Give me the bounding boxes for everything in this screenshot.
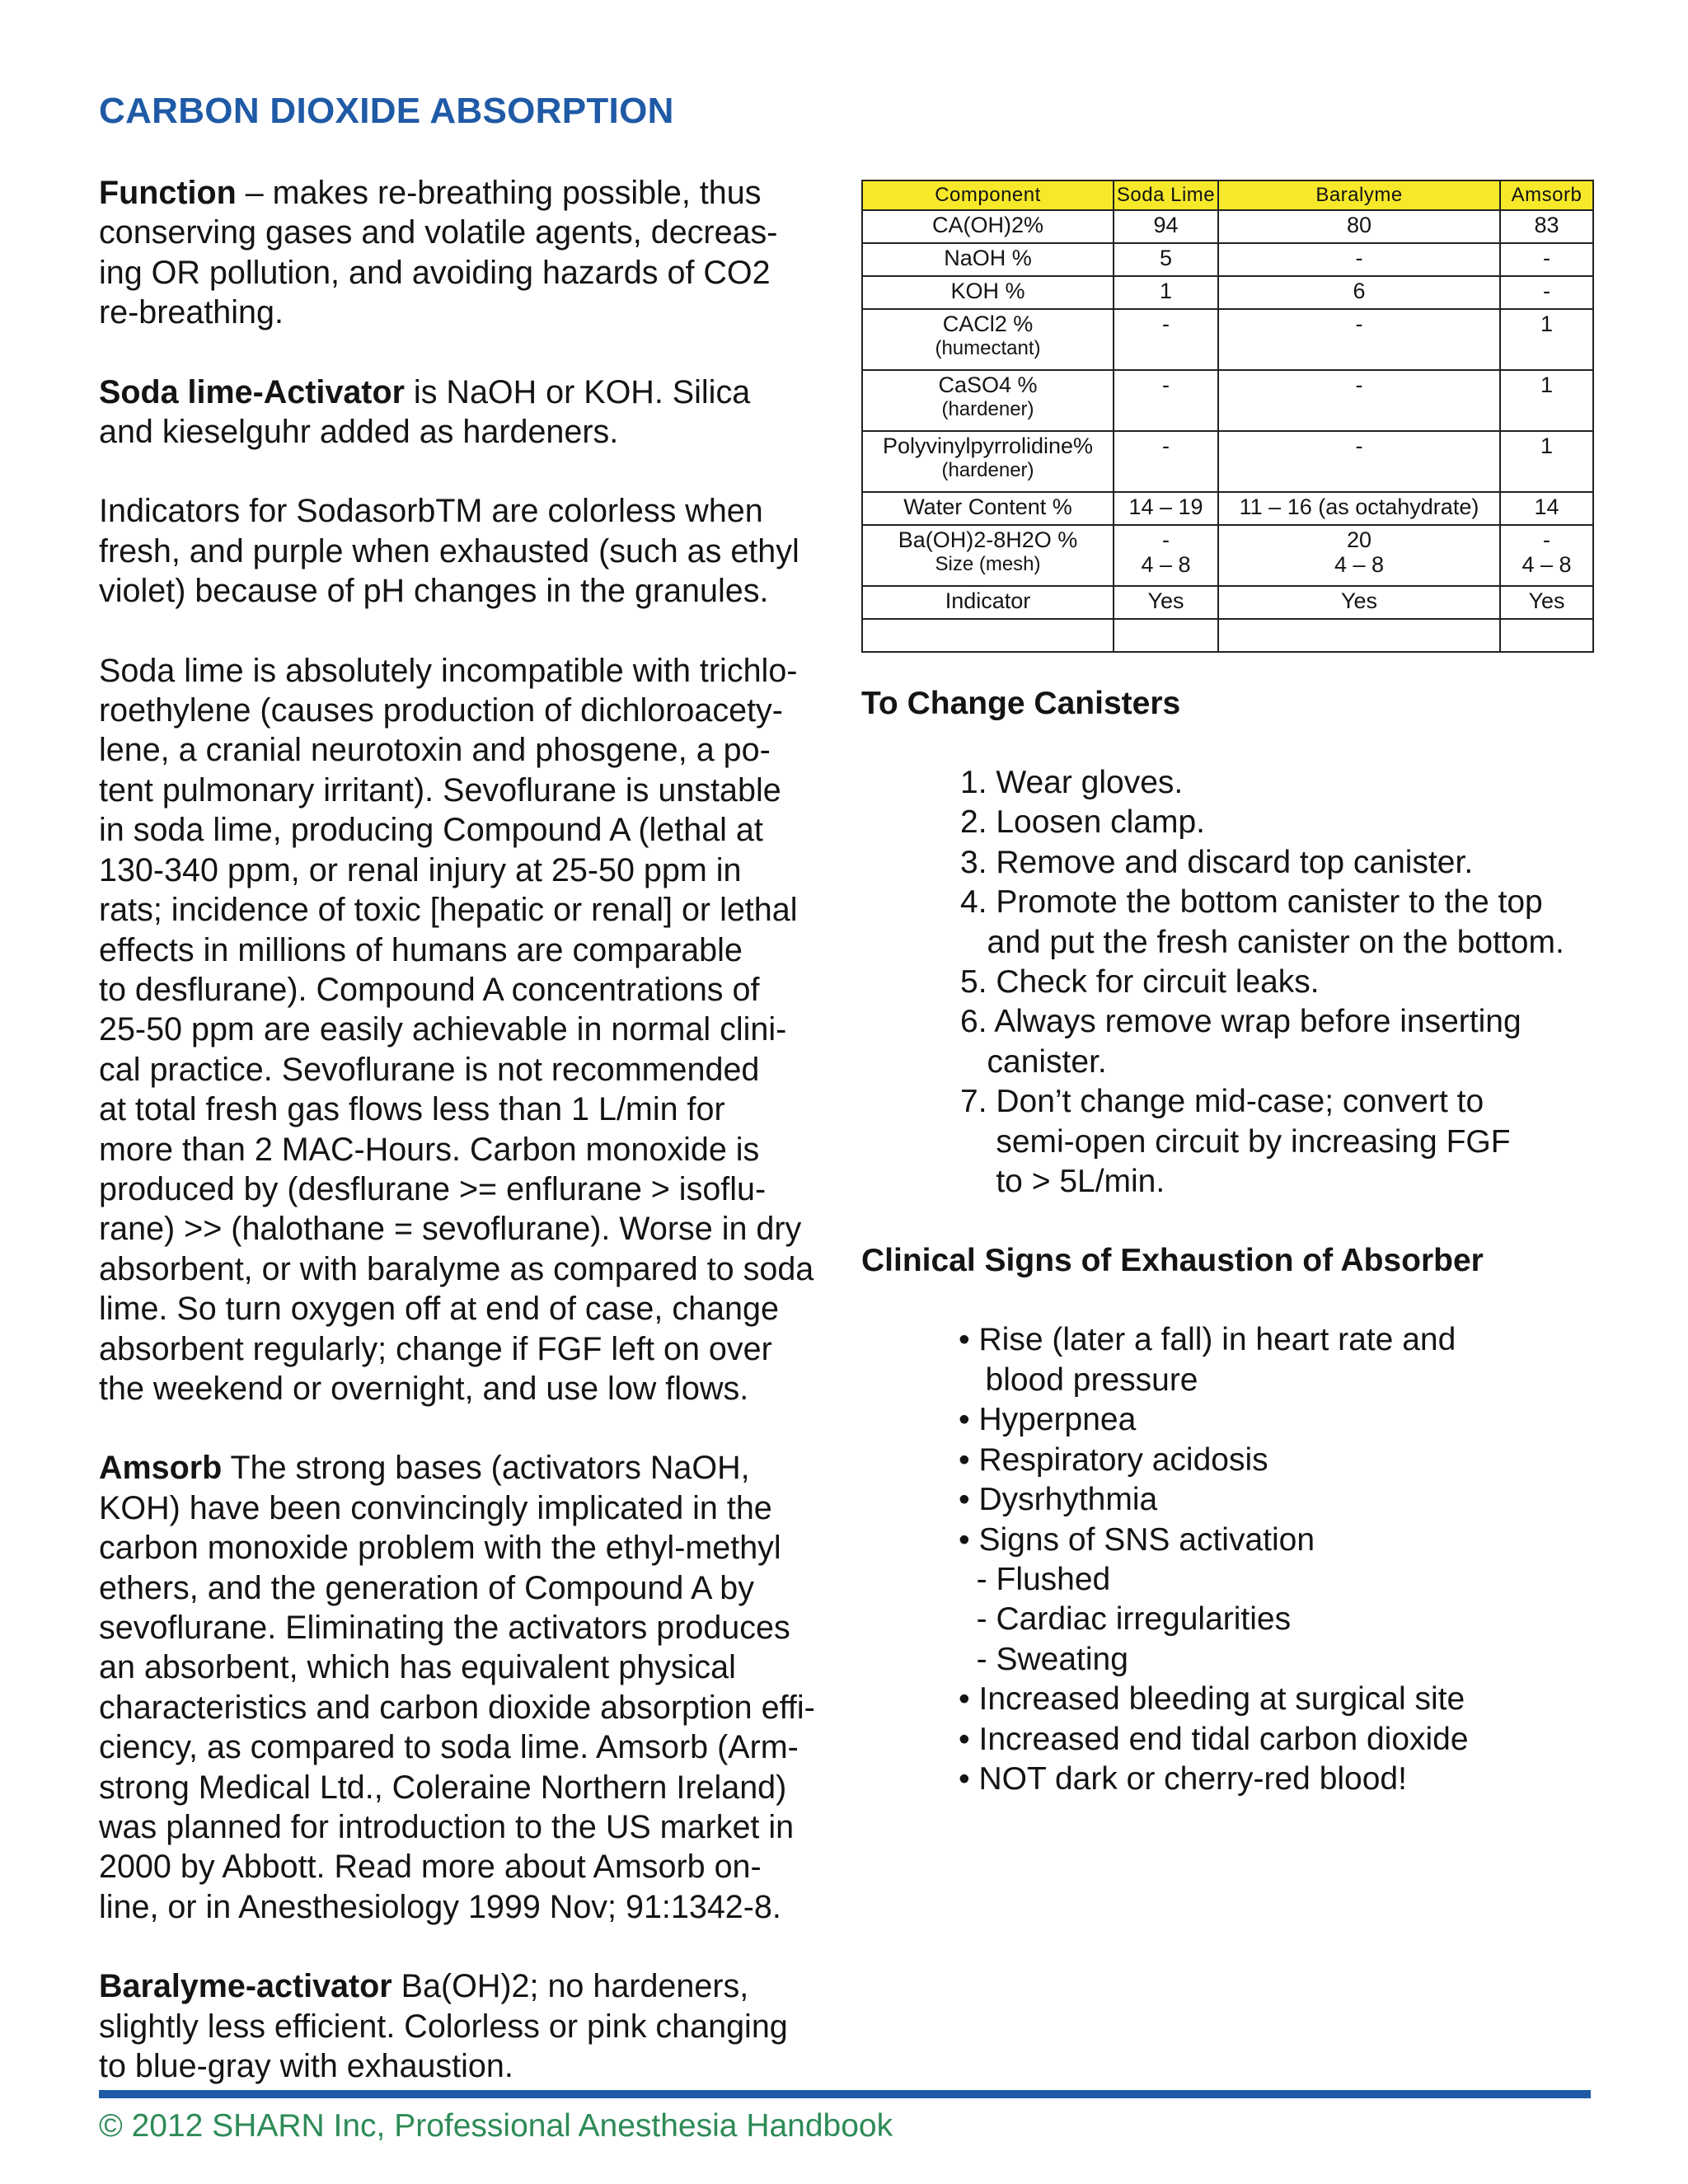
paragraph-line: ciency, as compared to soda lime. Amsorb (Arm- (99, 1729, 799, 1766)
component-cell (862, 525, 1114, 586)
table-row (862, 431, 1593, 492)
paragraph-line: lene, a cranial neurotoxin and phosgene, a po- (99, 732, 771, 769)
table-row (862, 586, 1593, 619)
table-row (862, 243, 1593, 276)
table-row (862, 210, 1593, 243)
list-item: 4. Promote the bottom canister to the top (960, 884, 1543, 921)
paragraph-line: produced by (desflurane >= enflurane > isoflu- (99, 1170, 767, 1207)
component-cell (862, 243, 1114, 276)
value-cell: - (1114, 431, 1218, 492)
table-row (862, 619, 1593, 652)
amsorb-label: Amsorb (99, 1450, 223, 1487)
component-cell (862, 309, 1114, 370)
soda-lime-paragraph: Soda lime-Activator is NaOH or KOH. Silica and kieselguhr added as hardeners. (99, 373, 751, 451)
component-note: Size (mesh) (935, 553, 1041, 575)
value-cell: 6 (1218, 276, 1500, 309)
incompatibility-paragraph (99, 651, 841, 1409)
table-row (862, 492, 1593, 525)
value-cell: 94 (1114, 210, 1218, 243)
paragraph-line: to desflurane). Compound A concentrations of (99, 971, 760, 1008)
value-cell: 1 (1500, 431, 1593, 492)
component-cell (862, 210, 1114, 243)
component-name: Indicator (945, 588, 1031, 613)
value-cell: - 4 – 8 (1114, 525, 1218, 586)
list-item: • Dysrhythmia (959, 1482, 1158, 1518)
list-item: 1. Wear gloves. (960, 765, 1184, 800)
value-cell: - (1114, 309, 1218, 370)
function-label: Function (99, 175, 237, 211)
list-item: canister. (960, 1043, 1107, 1080)
paragraph-line: line, or in Anesthesiology 1999 Nov; 91:1342-8. (99, 1888, 781, 1925)
right-column (861, 684, 1603, 1799)
component-note: (hardener) (941, 459, 1034, 481)
paragraph-line: carbon monoxide problem with the ethyl-methyl (99, 1530, 781, 1567)
paragraph-line: sevoflurane. Eliminating the activators produces (99, 1610, 790, 1646)
value-cell: 1 (1114, 276, 1218, 309)
paragraph-line: strong Medical Ltd., Coleraine Northern Ireland) (99, 1769, 787, 1806)
value-cell (1114, 619, 1218, 652)
list-item: • Respiratory acidosis (959, 1441, 1268, 1478)
list-item: - Cardiac irregularities (959, 1601, 1292, 1638)
list-item: 7. Don’t change mid-case; convert to (960, 1084, 1484, 1120)
baralyme-paragraph: Baralyme-activator Ba(OH)2; no hardeners, slightly less efficient. Colorless or pink changing to blue-gray with exhaustion. (99, 1966, 841, 2086)
page-title: CARBON DIOXIDE ABSORPTION (99, 91, 674, 131)
value-cell: 14 – 19 (1114, 492, 1218, 525)
paragraph-line: absorbent regularly; change if FGF left on over (99, 1330, 772, 1367)
value-cell: 20 4 – 8 (1218, 525, 1500, 586)
function-paragraph: Function – makes re-breathing possible, thus conserving gases and volatile agents, decreas- ing OR pollution, and avoiding hazards of CO2 re-breathing. (99, 175, 778, 331)
signs-heading: Clinical Signs of Exhaustion of Absorber (861, 1243, 1484, 1279)
value-cell: 14 (1500, 492, 1593, 525)
list-item: - Sweating (959, 1641, 1128, 1677)
paragraph-line: tent pulmonary irritant). Sevoflurane is unstable (99, 771, 781, 808)
paragraph-line: to blue-gray with exhaustion. (99, 2048, 513, 2085)
value-cell: - (1218, 370, 1500, 431)
canisters-heading: To Change Canisters (861, 686, 1181, 721)
table-row (862, 276, 1593, 309)
value-cell: 1 (1500, 370, 1593, 431)
table-row (862, 525, 1593, 586)
paragraph-line: was planned for introduction to the US market in (99, 1809, 795, 1846)
value-cell: - (1500, 276, 1593, 309)
paragraph-line: an absorbent, which has equivalent physical (99, 1649, 736, 1686)
component-cell (862, 586, 1114, 619)
paragraph-line: the weekend or overnight, and use low flows. (99, 1370, 749, 1407)
list-item: 5. Check for circuit leaks. (960, 964, 1320, 1001)
value-cell: - (1500, 243, 1593, 276)
paragraph-line: KOH) have been convincingly implicated in the (99, 1489, 772, 1526)
component-cell (862, 431, 1114, 492)
header-amsorb: Amsorb (1500, 180, 1593, 210)
value-cell: 80 (1218, 210, 1500, 243)
value-cell: Yes (1500, 586, 1593, 619)
table-row (862, 309, 1593, 370)
header-soda-lime: Soda Lime (1114, 180, 1218, 210)
paragraph-line: at total fresh gas flows less than 1 L/min for (99, 1091, 725, 1128)
component-name: CaSO4 % (938, 373, 1038, 397)
component-cell (862, 276, 1114, 309)
component-name: CA(OH)2% (931, 213, 1043, 237)
indicators-paragraph: Indicators for SodasorbTM are colorless when fresh, and purple when exhausted (such as ethyl violet) because of pH changes in the granules. (99, 493, 799, 610)
paragraph-line: in soda lime, producing Compound A (lethal at (99, 812, 763, 849)
value-cell: Yes (1218, 586, 1500, 619)
footer-rule (99, 2090, 1591, 2098)
paragraph-line: rats; incidence of toxic [hepatic or renal] or lethal (99, 892, 798, 929)
paragraph-line: roethylene (causes production of dichloroacety- (99, 692, 783, 729)
paragraph-line: characteristics and carbon dioxide absorption effi- (99, 1689, 815, 1726)
list-item: to > 5L/min. (960, 1164, 1165, 1200)
table-header-row (862, 180, 1593, 210)
component-name: KOH % (950, 279, 1025, 303)
value-cell (1500, 619, 1593, 652)
table-body (862, 210, 1593, 652)
list-item: semi-open circuit by increasing FGF (960, 1123, 1511, 1160)
paragraph-line: rane) >> (halothane = sevoflurane). Worse in dry (99, 1211, 802, 1248)
paragraph-line: Soda lime is absolutely incompatible with trichlo- (99, 652, 798, 689)
component-name: Polyvinylpyrrolidine% (882, 434, 1094, 458)
list-item: 6. Always remove wrap before inserting (960, 1004, 1522, 1040)
list-item: - Flushed (959, 1561, 1111, 1597)
paragraph-line: ethers, and the generation of Compound A by (99, 1569, 754, 1606)
component-name: Water Content % (903, 494, 1072, 519)
value-cell: 5 (1114, 243, 1218, 276)
value-cell: - (1218, 243, 1500, 276)
list-item: 2. Loosen clamp. (960, 804, 1206, 841)
component-cell (862, 619, 1114, 652)
table-row (862, 370, 1593, 431)
paragraph-line: cal practice. Sevoflurane is not recommended (99, 1051, 760, 1088)
value-cell (1218, 619, 1500, 652)
header-component: Component (862, 180, 1114, 210)
component-name: NaOH % (944, 246, 1032, 270)
value-cell: - 4 – 8 (1500, 525, 1593, 586)
list-item: 3. Remove and discard top canister. (960, 844, 1474, 880)
exhaustion-signs-list (861, 1320, 1603, 1799)
paragraph-line: absorbent, or with baralyme as compared to soda (99, 1250, 814, 1287)
component-note: (humectant) (935, 337, 1041, 359)
paragraph-line: slightly less efficient. Colorless or pink changing (99, 2008, 788, 2045)
value-cell: 11 – 16 (as octahydrate) (1218, 492, 1500, 525)
amsorb-paragraph: Amsorb The strong bases (activators NaOH, KOH) have been convincingly implicated in the carbon monoxide problem with the ethyl-methyl ethers, and the generation of Compound A by sevoflurane. Eliminating the activators produces an absorbent, which has equivalent physical characteristics and carbon dioxide absorption effi- ciency, as compared to soda lime. Amsorb (Arm- strong Medical Ltd., Coleraine Northern Ireland) was planned for introduction to the US market in 2000 by Abbott. Read more about Amsorb on- line, or in Anesthesiology 1999 Nov; 91:1342-8. (99, 1448, 841, 1927)
component-cell (862, 370, 1114, 431)
list-item: blood pressure (959, 1361, 1198, 1398)
paragraph-line: effects in millions of humans are comparable (99, 931, 743, 968)
footer-copyright: © 2012 SHARN Inc, Professional Anesthesia Handbook (99, 2108, 893, 2144)
component-name: Ba(OH)2-8H2O % (898, 527, 1078, 552)
value-cell: - (1218, 309, 1500, 370)
list-item: • Hyperpnea (959, 1402, 1137, 1438)
list-item: • Rise (later a fall) in heart rate and (959, 1322, 1456, 1358)
paragraph-line: lime. So turn oxygen off at end of case, change (99, 1291, 779, 1328)
paragraph-line: more than 2 MAC-Hours. Carbon monoxide is (99, 1131, 760, 1168)
left-column (99, 173, 841, 2125)
component-cell (862, 492, 1114, 525)
value-cell: Yes (1114, 586, 1218, 619)
soda-lime-label: Soda lime-Activator (99, 373, 405, 410)
paragraph-line: 2000 by Abbott. Read more about Amsorb on- (99, 1849, 762, 1886)
list-item: and put the fresh canister on the bottom. (960, 924, 1564, 960)
value-cell: 1 (1500, 309, 1593, 370)
header-baralyme: Baralyme (1218, 180, 1500, 210)
value-cell: - (1114, 370, 1218, 431)
list-item: • NOT dark or cherry-red blood! (959, 1760, 1407, 1797)
value-cell: - (1218, 431, 1500, 492)
list-item: • Signs of SNS activation (959, 1521, 1315, 1558)
list-item: • Increased end tidal carbon dioxide (959, 1721, 1469, 1757)
baralyme-label: Baralyme-activator (99, 1968, 392, 2005)
value-cell: 83 (1500, 210, 1593, 243)
absorbent-comparison-table (861, 180, 1592, 653)
component-note: (hardener) (941, 398, 1034, 420)
paragraph-line: 25-50 ppm are easily achievable in normal clini- (99, 1011, 787, 1048)
canister-steps-list (861, 763, 1603, 1202)
component-name: CACl2 % (942, 312, 1034, 336)
paragraph-line: 130-340 ppm, or renal injury at 25-50 ppm in (99, 851, 742, 888)
list-item: • Increased bleeding at surgical site (959, 1681, 1465, 1718)
